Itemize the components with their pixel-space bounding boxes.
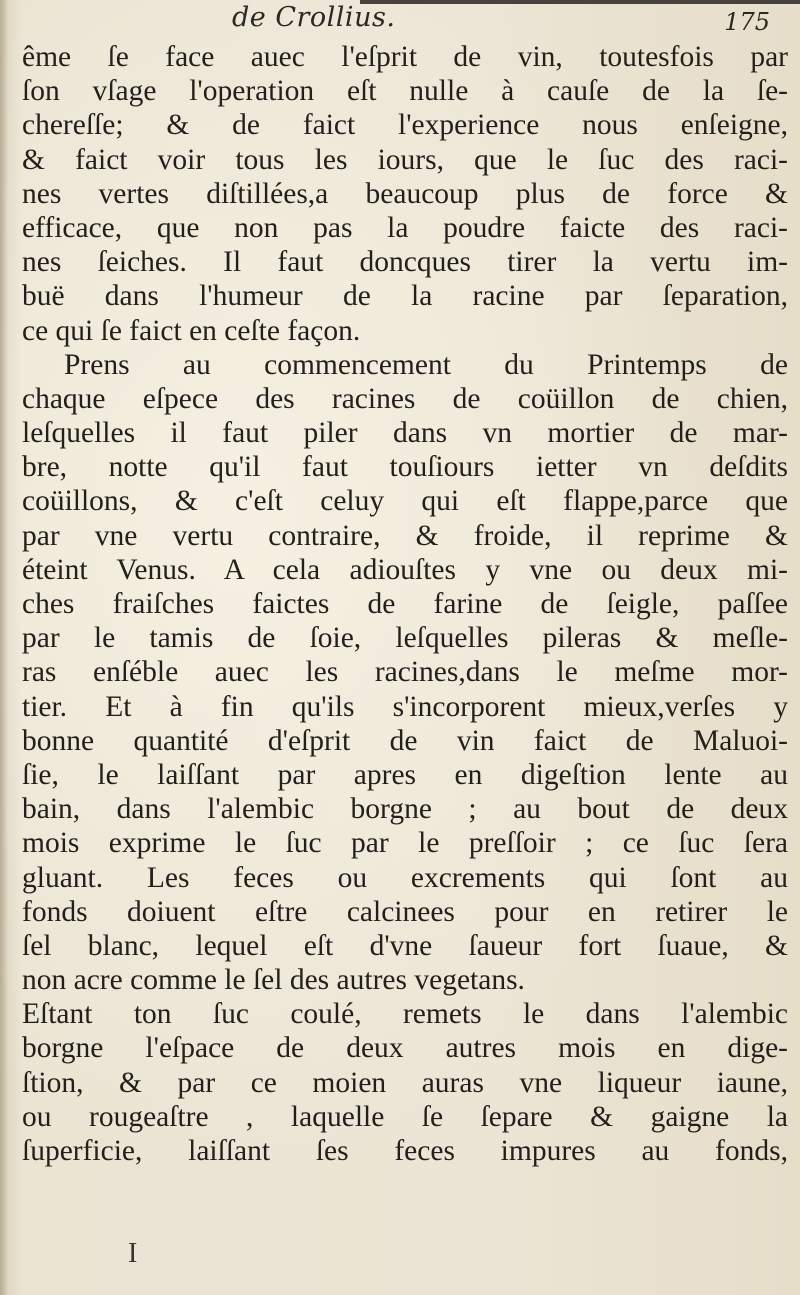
text-line: Eſtant ton ſuc coulé, remets le dans l'alembic [22,998,788,1031]
text-line: par le tamis de ſoie, leſquelles pileras & meſle- [22,622,788,655]
text-line: leſquelles il faut piler dans vn mortier de mar- [22,417,788,450]
text-line: borgne l'eſpace de deux autres mois en dige- [22,1032,788,1065]
text-line: bre, notte qu'il faut touſiours ietter vn deſdits [22,451,788,484]
text-line: ce qui ſe faict en ceſte façon. [22,314,361,347]
body-text [22,40,788,1168]
text-line: ſuperficie, laiſſant ſes feces impures au fonds, [22,1135,788,1167]
page-gutter-shadow [0,0,8,1295]
text-line: fonds doiuent eſtre calcinees pour en retirer le [22,895,788,928]
text-line: éteint Venus. A cela adiouſtes y vne ou deux mi- [22,553,788,586]
text-line: coüillons, & c'eſt celuy qui eſt flappe,parce que [22,485,788,518]
text-line: tier. Et à fin qu'ils s'incorporent mieux,verſes y [22,690,788,723]
text-line: ou rougeaſtre , laquelle ſe ſepare & gaigne la [22,1100,788,1133]
text-line: nes vertes diſtillées,a beaucoup plus de force & [22,177,788,210]
text-line: bain, dans l'alembic borgne ; au bout de deux [22,793,788,826]
running-head [0,2,800,36]
text-line: non acre comme le ſel des autres vegetans. [22,964,525,997]
text-line: chereſſe; & de faict l'experience nous enſeigne, [22,109,788,142]
text-line: efficace, que non pas la poudre faicte des raci- [22,211,788,244]
text-line: ſel blanc, lequel eſt d'vne ſaueur fort ſuaue, & [22,929,788,962]
text-line: ſon vſage l'operation eſt nulle à cauſe de la ſe- [22,75,788,108]
text-line: ras enſéble auec les racines,dans le meſme mor- [22,656,788,689]
text-line: & faict voir tous les iours, que le ſuc des raci- [22,143,788,176]
text-line: bonne quantité d'eſprit de vin faict de Maluoi- [22,724,788,757]
text-line: ſtion, & par ce moien auras vne liqueur iaune, [22,1066,788,1099]
text-line: buë dans l'humeur de la racine par ſeparation, [22,280,788,313]
text-line: ches fraiſches faictes de farine de ſeigle, paſſee [22,588,788,620]
text-line: Prens au commencement du Printemps de [64,348,788,381]
text-line: par vne vertu contraire, & froide, il reprime & [22,519,788,552]
text-line: nes ſeiches. Il faut doncques tirer la vertu im- [22,246,788,279]
running-title: de Crollius. [232,2,396,33]
text-line: gluant. Les feces ou excrements qui ſont au [22,861,788,894]
text-line: mois exprime le ſuc par le preſſoir ; ce ſuc ſera [22,827,788,860]
text-line: chaque eſpece des racines de coüillon de chien, [22,382,788,415]
text-line: ſie, le laiſſant par apres en digeſtion lente au [22,758,788,791]
page-number: 175 [724,8,770,36]
text-line: ême ſe face auec l'eſprit de vin, toutesfois par [22,41,788,73]
catchword: I [128,1238,138,1269]
